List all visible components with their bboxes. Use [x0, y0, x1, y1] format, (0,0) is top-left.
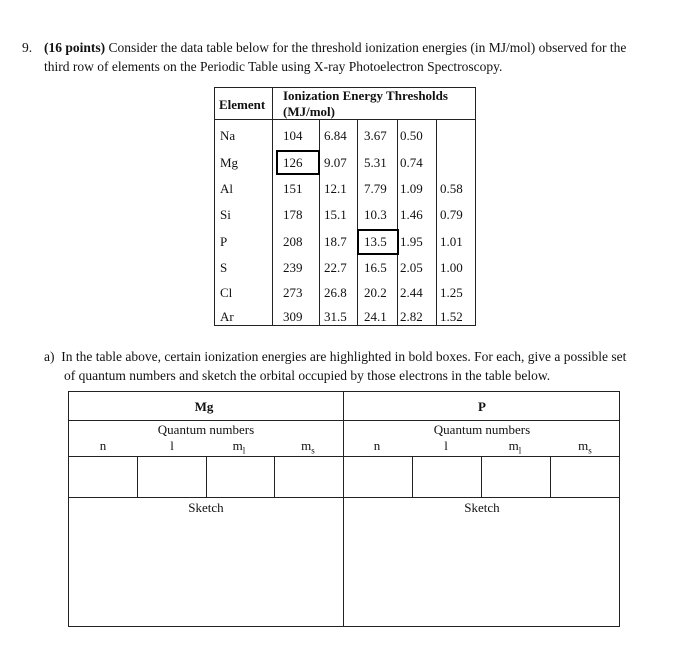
- value-cell: 5.31: [364, 155, 387, 170]
- value-cell: 273: [283, 285, 303, 300]
- part-a-line2: of quantum numbers and sketch the orbital occupied by those electrons in the table below.: [64, 368, 551, 383]
- col-ms-label: $m_s$: [578, 438, 592, 456]
- value-cell: 1.00: [440, 260, 463, 275]
- value-cell: 22.7: [324, 260, 347, 275]
- table-divider: [272, 88, 273, 325]
- element-cell: P: [220, 234, 228, 249]
- value-cell: 24.1: [364, 309, 387, 324]
- value-cell: 6.84: [324, 128, 347, 143]
- value-cell: 239: [283, 260, 303, 275]
- col-l-label: l: [444, 438, 448, 453]
- value-cell: 13.5: [364, 234, 387, 249]
- element-cell: S: [220, 260, 228, 275]
- question-text: Consider the data table below for the threshold ionization energies (in MJ/mol) observed for the: [108, 40, 627, 55]
- sketch-area-mg[interactable]: [70, 520, 342, 625]
- question-points: (16 points): [44, 40, 106, 55]
- table-divider: [69, 420, 619, 421]
- value-cell: 1.95: [400, 234, 423, 249]
- element-cell: Mg: [220, 155, 239, 170]
- question-number: 9.: [22, 40, 33, 55]
- header-energy: Ionization Energy Thresholds: [283, 88, 448, 103]
- value-cell: 309: [283, 309, 303, 324]
- value-cell: 151: [283, 181, 303, 196]
- p-title: P: [478, 399, 486, 414]
- value-cell: 126: [283, 155, 303, 170]
- answer-cell-mg-ms[interactable]: [275, 457, 342, 496]
- table-divider: [436, 120, 437, 325]
- value-cell: 15.1: [324, 207, 347, 222]
- table-divider: [397, 120, 398, 325]
- answer-table: [68, 391, 620, 627]
- value-cell: 16.5: [364, 260, 387, 275]
- col-ms-label: $m_s$: [301, 438, 315, 456]
- answer-cell-p-ml[interactable]: [482, 457, 549, 496]
- table-divider: [69, 497, 619, 498]
- question-text-line1: [44, 40, 674, 56]
- value-cell: 2.05: [400, 260, 423, 275]
- answer-cell-p-n[interactable]: [344, 457, 411, 496]
- value-cell: 10.3: [364, 207, 387, 222]
- table-divider: [215, 119, 475, 120]
- value-cell: 2.44: [400, 285, 423, 300]
- header-element: Element: [219, 97, 266, 112]
- element-cell: Ar: [220, 309, 234, 324]
- value-cell: 7.79: [364, 181, 387, 196]
- mg-title: Mg: [194, 399, 214, 414]
- element-cell: Al: [220, 181, 233, 196]
- value-cell: 0.50: [400, 128, 423, 143]
- table-divider: [343, 392, 344, 626]
- value-cell: 0.58: [440, 181, 463, 196]
- col-ml-label: $m_l$: [508, 438, 522, 456]
- value-cell: 3.67: [364, 128, 387, 143]
- value-cell: 9.07: [324, 155, 347, 170]
- answer-cell-p-l[interactable]: [413, 457, 480, 496]
- question-text-line2: third row of elements on the Periodic Table using X-ray Photoelectron Spectroscopy.: [44, 59, 503, 74]
- value-cell: 31.5: [324, 309, 347, 324]
- answer-cell-mg-ml[interactable]: [207, 457, 273, 496]
- quantum-label-mg: Quantum numbers: [157, 422, 255, 437]
- table-divider: [357, 120, 358, 325]
- col-ml-label: $m_l$: [232, 438, 246, 456]
- value-cell: 178: [283, 207, 303, 222]
- col-n-label: n: [373, 438, 381, 453]
- col-l-label: l: [170, 438, 174, 453]
- value-cell: 12.1: [324, 181, 347, 196]
- sketch-label-mg: Sketch: [188, 500, 224, 515]
- value-cell: 0.74: [400, 155, 423, 170]
- ionization-table: [214, 87, 476, 326]
- sketch-label-p: Sketch: [464, 500, 500, 515]
- quantum-label-p: Quantum numbers: [433, 422, 531, 437]
- value-cell: 26.8: [324, 285, 347, 300]
- element-cell: Na: [220, 128, 236, 143]
- value-cell: 18.7: [324, 234, 347, 249]
- value-cell: 1.52: [440, 309, 463, 324]
- sketch-area-p[interactable]: [345, 520, 618, 625]
- answer-cell-p-ms[interactable]: [551, 457, 618, 496]
- highlight-box-p: [357, 229, 399, 255]
- answer-cell-mg-l[interactable]: [138, 457, 205, 496]
- value-cell: 2.82: [400, 309, 423, 324]
- part-a-label: a): [44, 349, 55, 364]
- element-cell: Cl: [220, 285, 233, 300]
- value-cell: 1.01: [440, 234, 463, 249]
- col-n-label: n: [99, 438, 107, 453]
- value-cell: 104: [283, 128, 303, 143]
- highlight-box-mg: [276, 150, 320, 175]
- value-cell: 0.79: [440, 207, 463, 222]
- header-energy-unit: (MJ/mol): [283, 104, 335, 119]
- value-cell: 1.46: [400, 207, 423, 222]
- element-cell: Si: [220, 207, 231, 222]
- answer-cell-mg-n[interactable]: [70, 457, 136, 496]
- part-a-line1: [44, 349, 626, 365]
- value-cell: 20.2: [364, 285, 387, 300]
- value-cell: 208: [283, 234, 303, 249]
- part-a-text: In the table above, certain ionization energies are highlighted in bold boxes. For each, give a possible set: [61, 349, 627, 364]
- value-cell: 1.25: [440, 285, 463, 300]
- value-cell: 1.09: [400, 181, 423, 196]
